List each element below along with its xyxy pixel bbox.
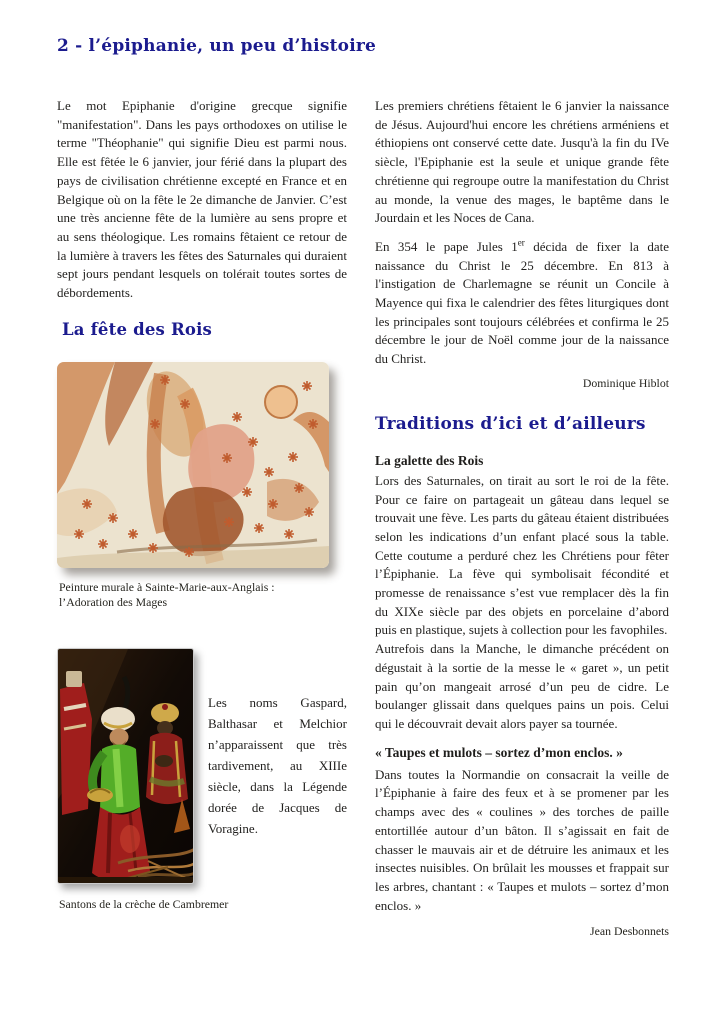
pope-jules-text-before: En 354 le pape Jules 1 xyxy=(375,238,518,254)
mural-caption xyxy=(59,580,347,611)
intro-paragraph: Le mot Epiphanie d'origine grecque signifie "manifestation". Dans les pays orthodoxes on utilise le terme "Théophanie" qui signifie Dieu est parmi nous. Elle est fêtée le 6 janvier, jour férié dans la plupart des pays de civilisation chrétienne excepté en France et en Belgique où on la fête le 2e dimanche de Janvier. C’est une très ancienne fête de la lumière au sens propre et au sens théologique. Les romains fêtaient ce retour de la lumière à travers les fêtes des Saturnales qui duraient sept jours pendant lesquels on tolérait toutes sortes de débordements. xyxy=(57,98,347,301)
author-dominique-hiblot: Dominique Hiblot xyxy=(582,375,669,390)
page-title: 2 - l’épiphanie, un peu d’histoire xyxy=(57,36,377,56)
normandie-paragraph: Dans toutes la Normandie on consacrait la veille de l’Épiphanie à faire des feux et à se promener par les champs avec des « coulines » des torches de paille entortillée autour d’un bâton. Il s’agissait en fait de chasser le mauvais air et de détruire les animaux et les insectes nuisibles. On brûlait les mousses et frappait sur les arbres, chantant : « Taupes et mulots – sortez d’mon enclos. » xyxy=(375,766,669,913)
pope-jules-paragraph xyxy=(375,238,669,369)
santons-section xyxy=(57,648,347,884)
early-christians-paragraph: Les premiers chrétiens fêtaient le 6 janvier la naissance de Jésus. Aujourd'hui encore les chrétiens arméniens et éthiopiens ont conservé cette date. Jusqu'à la fin du IVe siècle, l'Epiphanie est la seule et unique grande fête chrétienne qui regroupe outre la manifestation du Christ au monde, la venue des mages, le baptême dans le Jourdain et les Noces de Cana. xyxy=(375,98,669,226)
section-heading-traditions: Traditions d’ici et d’ailleurs xyxy=(375,413,646,434)
galette-paragraph: Lors des Saturnales, on tirait au sort le roi de la fête. Pour ce faire on partageait un gâteau dans lequel se trouvait une fève. Les parts du gâteau étaient distribuées selon les indications d’un enfant placé sous la table. Cette coutume a perduré chez les Chrétiens pour fêter l’Épiphanie. La fève qui symbolisait fécondité et promesse de renaissance s’est vue remplacer dès la fin du XIXe siècle par des objets en porcelaine d’abord puis en plastique, sujets à collection pour les favophiles. xyxy=(375,472,669,638)
ordinal-superscript: er xyxy=(517,237,525,248)
right-column xyxy=(375,97,669,939)
section-heading-fete-des-rois: La fête des Rois xyxy=(62,319,213,339)
mural-caption-line1: Peinture murale à Sainte-Marie-aux-Anglais : xyxy=(59,579,275,594)
left-column xyxy=(57,97,347,912)
mural-caption-line2: l’Adoration des Mages xyxy=(59,595,168,610)
author-jean-desbonnets: Jean Desbonnets xyxy=(590,924,669,939)
subheading-taupes-et-mulots: « Taupes et mulots – sortez d’mon enclos. » xyxy=(375,744,623,760)
santons-image xyxy=(57,648,194,884)
garet-paragraph: Autrefois dans la Manche, le dimanche précédent on dégustait à la sortie de la messe le « garet », un petit pain qu’on mangeait arrosé d’un peu de cidre. Le boulanger glissait dans quelques pains un pois. Celui qui le découvrait devait alors payer sa tournée. xyxy=(375,641,669,731)
santons-caption: Santons de la crèche de Cambremer xyxy=(59,896,229,911)
mural-painting-art xyxy=(57,362,329,568)
santons-art xyxy=(58,649,194,884)
magi-names-note: Les noms Gaspard, Balthasar et Melchior n’apparaissent que très tardivement, au XIIIe siècle, dans la Légende dorée de Jacques de Voragine. xyxy=(208,694,347,836)
subheading-galette-des-rois: La galette des Rois xyxy=(375,452,484,468)
mural-painting-image xyxy=(57,362,329,568)
pope-jules-text-after: décida de fixer la date naissance du Christ le 25 décembre. En 813 à l'instigation de Charlemagne se réunit un Concile à Mayence qui fixa le calendrier des fêtes liturgiques dont les principales sont toujours célébrées et confirma le 25 décembre le jour de Noël comme jour de la naissance du Christ. xyxy=(375,238,669,367)
